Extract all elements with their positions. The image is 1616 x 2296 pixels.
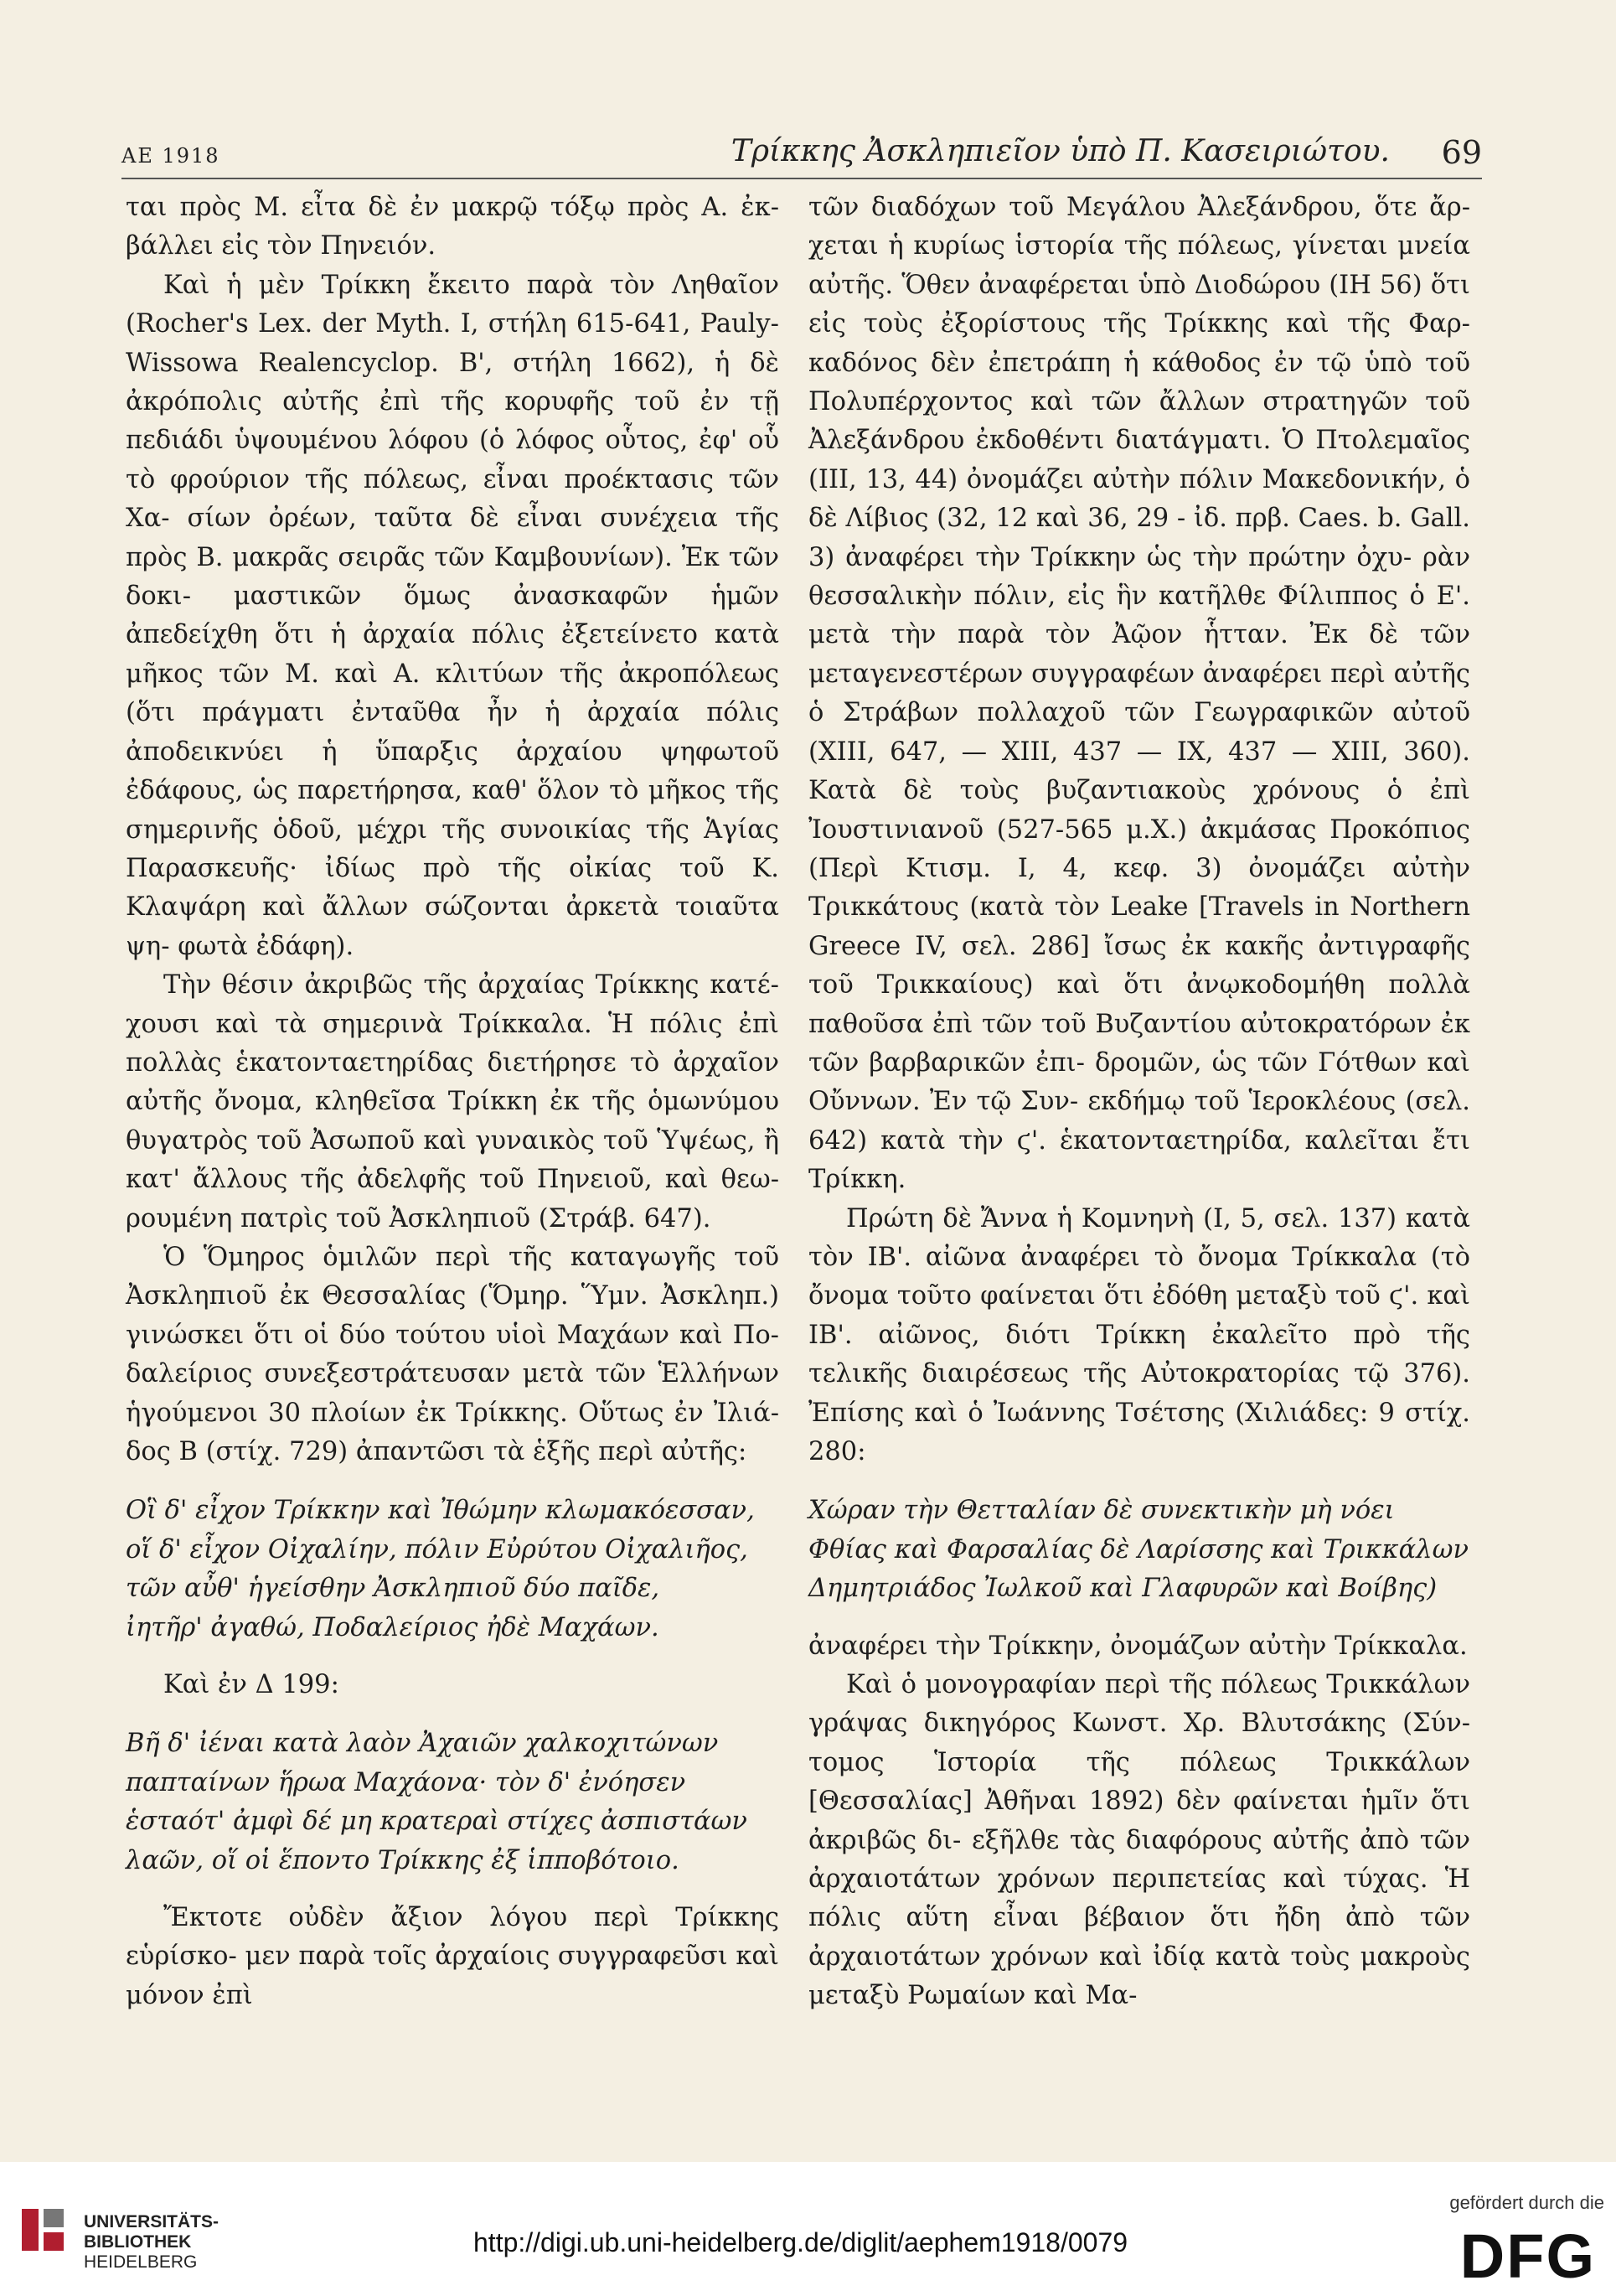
verse-line: ἑσταότ' ἀμφὶ δέ μη κρατεραὶ στίχες ἀσπιστάων [126, 1807, 747, 1837]
text-line: (τὸ ὄνομα τοῦτο φαίνεται ὅτι ἐδόθη μεταξὺ τοῦ [808, 1242, 1471, 1311]
text-line: τῶν διαδόχων τοῦ Μεγάλου Ἀλεξάνδρου, ὅτε ἄρ- [808, 193, 1470, 222]
right-paragraph-2 [808, 1200, 1470, 1472]
library-name-line: HEIDELBERG [84, 2252, 198, 2272]
right-paragraph-1 [808, 189, 1470, 1200]
text-line: ἦν ἡ ἀρχαία πόλις ἀποδεικνύει ἡ ὕπαρξις ἀρχαίου [126, 698, 779, 767]
text-line: τομος Ἱστορία τῆς πόλεως Τρικκάλων [Θεσσαλίας] [808, 1747, 1470, 1817]
left-paragraph-2 [126, 266, 779, 966]
header-rule [121, 178, 1482, 179]
text-line: δὲ τοὺς βυζαντιακοὺς χρόνους ὁ ἐπὶ Ἰουστινιανοῦ [808, 776, 1470, 845]
text-line: ἑκατονταετηρίδα, καλεῖται ἔτι Τρίκκη. [808, 1125, 1470, 1195]
right-column [808, 189, 1470, 2016]
text-line: χρόνων περιπετείας καὶ τύχας. Ἡ πόλις αὕτη εἶναι [808, 1864, 1470, 1933]
text-line: ἢ κατ' ἄλλους τῆς ἀδελφῆς τοῦ Πηνειοῦ, καὶ θεω- [126, 1125, 779, 1195]
text-line: Leake [Travels in Northern Greece IV, σελ. [808, 892, 1470, 961]
text-line: φρούριον τῆς πόλεως, εἶναι προέκτασις τῶν Χα- [126, 464, 779, 534]
text-line: σίων ὀρέων, ταῦτα δὲ εἶναι συνέχεια τῆς πρὸς Β. [126, 504, 779, 572]
text-line: δαλείριος συνεξεστράτευσαν μετὰ τῶν Ἑλλήνων [126, 1359, 779, 1389]
text-line: γράψας δικηγόρος Κωνστ. Χρ. Βλυτσάκης (Σύν- [808, 1709, 1470, 1739]
text-line: ται πρὸς Μ. εἶτα δὲ ἐν μακρῷ τόξῳ πρὸς Α. ἐκ- [126, 193, 779, 222]
text-line: ἀρχαία πόλις ἐξετείνετο κατὰ μῆκος τῶν Μ. καὶ [126, 620, 779, 689]
text-line: ρὰν θεσσαλικὴν πόλιν, εἰς ἣν κατῆλθε Φίλιππος ὁ [808, 542, 1470, 612]
text-line: καὶ ὅτι ἀνῳκοδομήθη πολλὰ παθοῦσα ἐπὶ τῶν τοῦ [808, 970, 1470, 1039]
text-line: Ι, 4, κεφ. 3) ὀνομάζει αὐτὴν Τρικκάτους (κατὰ τὸν [808, 853, 1470, 923]
text-line: Ἀλεξάνδρου ἐκδοθέντι διατάγματι. Ὁ Πτολεμαῖος [808, 426, 1470, 456]
text-line: Βυζαντίου αὐτοκρατόρων ἐκ τῶν βαρβαρικῶν ἐπι- [808, 1009, 1470, 1078]
text-line: καδόνος δὲν ἐπετράπη ἡ κάθοδος ἐν τῷ ὑπὸ τοῦ [808, 348, 1470, 378]
text-line: εκδήμῳ τοῦ Ἱεροκλέους (σελ. 642) κατὰ τὴν ϛ'. [808, 1087, 1471, 1156]
text-line: ρουμένη πατρὶς τοῦ Ἀσκληπιοῦ (Στράβ. 647). [126, 1203, 711, 1233]
text-line: ἰδίᾳ κατὰ τοὺς μακροὺς μεταξὺ Ρωμαίων καὶ Μα- [808, 1942, 1470, 2011]
dfg-logo: DFG [1459, 2221, 1596, 2291]
digitization-footer [0, 2162, 1616, 2296]
left-paragraph-5: Καὶ ἐν Δ 199: [163, 1670, 339, 1700]
library-name [84, 2212, 219, 2273]
text-line: μῆκος τῆς σημερινῆς ὁδοῦ, μέχρι τῆς συνοικίας τῆς [126, 776, 779, 845]
text-line: χουσι καὶ τὰ σημερινὰ Τρίκκαλα. Ἡ πόλις ἐπὶ [126, 1009, 779, 1039]
text-line: βέβαιον ὅτι ἤδη ἀπὸ τῶν ἀρχαιοτάτων χρόνων καὶ [808, 1903, 1471, 1972]
text-line: Πολυπέρχοντος καὶ τῶν ἄλλων στρατηγῶν τοῦ [808, 387, 1470, 417]
homer-verse-2 [126, 1725, 779, 1880]
text-line: Ε'. μετὰ τὴν παρὰ τὸν Ἀῷον ἧτταν. Ἐκ δὲ τῶν [808, 582, 1470, 650]
left-paragraph-3 [126, 966, 779, 1238]
text-line: Κλαψάρη καὶ ἄλλων σώζονται ἀρκετὰ τοιαῦτα ψη- [126, 892, 779, 961]
homer-verse-1 [126, 1492, 779, 1647]
text-line: Ἀθῆναι 1892) δὲν φαίνεται ἡμῖν ὅτι ἀκριβῶς δι- [808, 1787, 1470, 1855]
left-paragraph-4 [126, 1238, 779, 1471]
library-name-line: UNIVERSITÄTS- [84, 2212, 219, 2231]
verse-line: οἵ δ' εἶχον Οἰχαλίην, πόλιν Εὐρύτου Οἰχαλιῆος, [126, 1534, 748, 1564]
text-line: ϛ'. καὶ ΙΒ'. αἰῶνος, διότι Τρίκκη ἐκαλεῖτο πρὸ τῆς [808, 1281, 1470, 1350]
text-line: Τὴν θέσιν ἀκριβῶς τῆς ἀρχαίας Τρίκκης κατέ- [163, 970, 779, 1001]
text-line: ψηφωτοῦ ἐδάφους, ὡς παρετήρησα, καθ' ὅλον τὸ [126, 737, 779, 806]
verse-line: Οἳ δ' εἶχον Τρίκκην καὶ Ἰθώμην κλωμακόεσσαν, [126, 1496, 755, 1526]
text-line: χεται ἡ κυρίως ἱστορία τῆς πόλεως, γίνεται μνεία [808, 231, 1470, 261]
text-line: Pauly-Wissowa Realencyclop. Β', στήλη 1662), [126, 309, 779, 378]
text-line: μεν παρὰ τοῖς ἀρχαίοις συγγραφεῦσι καὶ μόνον ἐπὶ [126, 1942, 779, 2010]
text-line: 647, — ΧΙΙΙ, 437 — ΙΧ, 437 — ΧΙΙΙ, 360). Κατὰ [808, 737, 1470, 806]
permalink-url[interactable]: http://digi.ub.uni-heidelberg.de/diglit/aephem1918/0079 [473, 2227, 1128, 2257]
text-line: Ὁ Ὅμηρος ὁμιλῶν περὶ τῆς καταγωγῆς τοῦ [163, 1242, 779, 1272]
verse-line: τῶν αὖθ' ἡγείσθην Ἀσκληπιοῦ δύο παῖδε, [126, 1574, 660, 1604]
text-line: Πρώτη δὲ Ἄννα ἡ Κομνηνὴ (Ι, 5, σελ. 137) [846, 1203, 1397, 1233]
sponsor-caption: gefördert durch die [1449, 2192, 1604, 2213]
text-line: (ΙΙΙ, 13, 44) ὀνομάζει αὐτὴν πόλιν Μακεδονικήν, [808, 464, 1447, 494]
verse-line: παπταίνων ἥρωα Μαχάονα· τὸν δ' ἐνόησεν [126, 1767, 686, 1797]
text-line: ἡ δὲ ἀκρόπολις αὐτῆς ἐπὶ τῆς κορυφῆς τοῦ ἐν τῇ [126, 348, 779, 417]
text-line: Ἁγίας Παρασκευῆς· ἰδίως πρὸ τῆς οἰκίας τοῦ Κ. [126, 814, 779, 883]
verse-line: ἰητῆρ' ἀγαθώ, Ποδαλείριος ἠδὲ Μαχάων. [126, 1612, 659, 1642]
university-library-logo-icon [18, 2204, 69, 2256]
tzetzes-verse [808, 1492, 1470, 1608]
text-line: κατὰ τὸν ΙΒ'. αἰῶνα ἀναφέρει τὸ ὄνομα Τρίκκαλα [808, 1203, 1470, 1272]
text-line: δος Β (στίχ. 729) ἀπαντῶσι τὰ ἑξῆς περὶ αὐτῆς: [126, 1437, 747, 1466]
text-line: μαστικῶν ὅμως ἀνασκαφῶν ἡμῶν ἀπεδείχθη ὅτι ἡ [126, 582, 779, 650]
library-name-line: BIBLIOTHEK [84, 2232, 192, 2252]
text-line: φωτὰ ἐδάφη). [178, 931, 354, 961]
text-line: στίχ. 280: [808, 1398, 1470, 1466]
text-line: Καὶ ἡ μὲν Τρίκκη ἔκειτο παρὰ τὸν Ληθαῖον [163, 270, 779, 300]
verse-line: Βῆ δ' ἰέναι κατὰ λαὸν Ἀχαιῶν χαλκοχιτώνων [126, 1729, 719, 1759]
verse-line: Δημητριάδος Ἰωλκοῦ καὶ Γλαφυρῶν καὶ Βοίβης) [808, 1574, 1438, 1604]
text-line: (527-565 μ.Χ.) ἀκμάσας Προκόπιος (Περὶ Κτισμ. [808, 814, 1470, 883]
text-line: Ἔκτοτε οὐδὲν ἄξιον λόγου περὶ Τρίκκης εὑρίσκο- [126, 1903, 779, 1972]
text-line: Gall. 3) ἀναφέρει τὴν Τρίκκην ὡς τὴν πρώτην ὀχυ- [808, 504, 1470, 572]
left-column [126, 189, 779, 2015]
text-line: ὁ δὲ Λίβιος (32, 12 καὶ 36, 29 - ἰδ. πρβ. Caes. b. [808, 464, 1470, 534]
verse-line: λαῶν, οἵ οἱ ἕποντο Τρίκκης ἐξ ἱπποβότοιο. [126, 1845, 679, 1875]
text-line: πολλὰς ἑκατονταετηρίδας διετήρησε τὸ ἀρχαῖον [126, 1047, 779, 1078]
text-line: Ἀσκληπιοῦ ἐκ Θεσσαλίας (Ὅμηρ. Ὕμν. Ἀσκληπ.) [126, 1281, 779, 1311]
text-line: γινώσκει ὅτι οἱ δύο τούτου υἱοὶ Μαχάων καὶ Πο- [126, 1320, 779, 1350]
text-line: Στράβων πολλαχοῦ τῶν Γεωγραφικῶν αὐτοῦ (ΧΙΙΙ, [808, 698, 1471, 767]
text-line: θυγατρὸς τοῦ Ἀσωποῦ καὶ γυναικὸς τοῦ Ὑψέως, [126, 1125, 756, 1156]
text-line: βάλλει εἰς τὸν Πηνειόν. [126, 231, 436, 261]
text-line: τελικῆς διαιρέσεως τῆς Αὐτοκρατορίας τῷ 376). [808, 1359, 1470, 1389]
text-line: πεδιάδι ὑψουμένου λόφου (ὁ λόφος οὗτος, ἐφ' οὗ τὸ [126, 426, 779, 494]
text-line: 286] ἴσως ἐκ κακῆς ἀντιγραφῆς τοῦ Τρικκαίους) [808, 931, 1470, 1001]
text-line: Καὶ ὁ μονογραφίαν περὶ τῆς πόλεως Τρικκάλων [846, 1670, 1470, 1700]
text-line: δρομῶν, ὡς τῶν Γότθων καὶ Οὔννων. Ἐν τῷ Συν- [808, 1047, 1470, 1117]
right-paragraph-4 [808, 1666, 1470, 2016]
text-line: εξῆλθε τὰς διαφόρους αὐτῆς ἀπὸ τῶν ἀρχαιοτάτων [808, 1825, 1470, 1895]
journal-volume: ΑΕ 1918 [121, 144, 220, 168]
right-paragraph-3: ἀναφέρει τὴν Τρίκκην, ὀνομάζων αὐτὴν Τρίκκαλα. [808, 1631, 1468, 1661]
text-line: Α. κλιτύων τῆς ἀκροπόλεως (ὅτι πράγματι ἐνταῦθα [126, 659, 779, 728]
text-line: μακρᾶς σειρᾶς τῶν Καμβουνίων). Ἐκ τῶν δοκι- [126, 542, 779, 612]
text-line: αὐτῆς. Ὅθεν ἀναφέρεται ὑπὸ Διοδώρου (ΙΗ 56) [808, 270, 1422, 300]
text-line: ὅτι εἰς τοὺς ἐξορίστους τῆς Τρίκκης καὶ τῆς Φαρ- [808, 270, 1470, 339]
running-title: Τρίκκης Ἀσκληπιεῖον ὑπὸ Π. Κασειριώτου. [731, 134, 1390, 168]
text-line: μεταγενεστέρων συγγραφέων ἀναφέρει περὶ αὐτῆς ὁ [808, 659, 1470, 728]
text-line: (Rocher's Lex. der Myth. I, στήλη 615-641, [126, 309, 691, 339]
left-paragraph-1 [126, 189, 779, 266]
page-number: 69 [1441, 134, 1482, 171]
text-line: Ἐπίσης καὶ ὁ Ἰωάννης Τσέτσης (Χιλιάδες: 9 [808, 1398, 1395, 1428]
verse-line: Φθίας καὶ Φαρσαλίας δὲ Λαρίσσης καὶ Τρικκάλων [808, 1534, 1469, 1564]
verse-line: Χώραν τὴν Θετταλίαν δὲ συνεκτικὴν μὴ νόει [808, 1496, 1395, 1526]
text-line: αὐτῆς ὄνομα, κληθεῖσα Τρίκκη ἐκ τῆς ὁμωνύμου [126, 1087, 779, 1117]
left-paragraph-6 [126, 1899, 779, 2015]
text-line: ἡγούμενοι 30 πλοίων ἐκ Τρίκκης. Οὕτως ἐν Ἰλιά- [126, 1398, 779, 1428]
running-head [121, 134, 1482, 176]
